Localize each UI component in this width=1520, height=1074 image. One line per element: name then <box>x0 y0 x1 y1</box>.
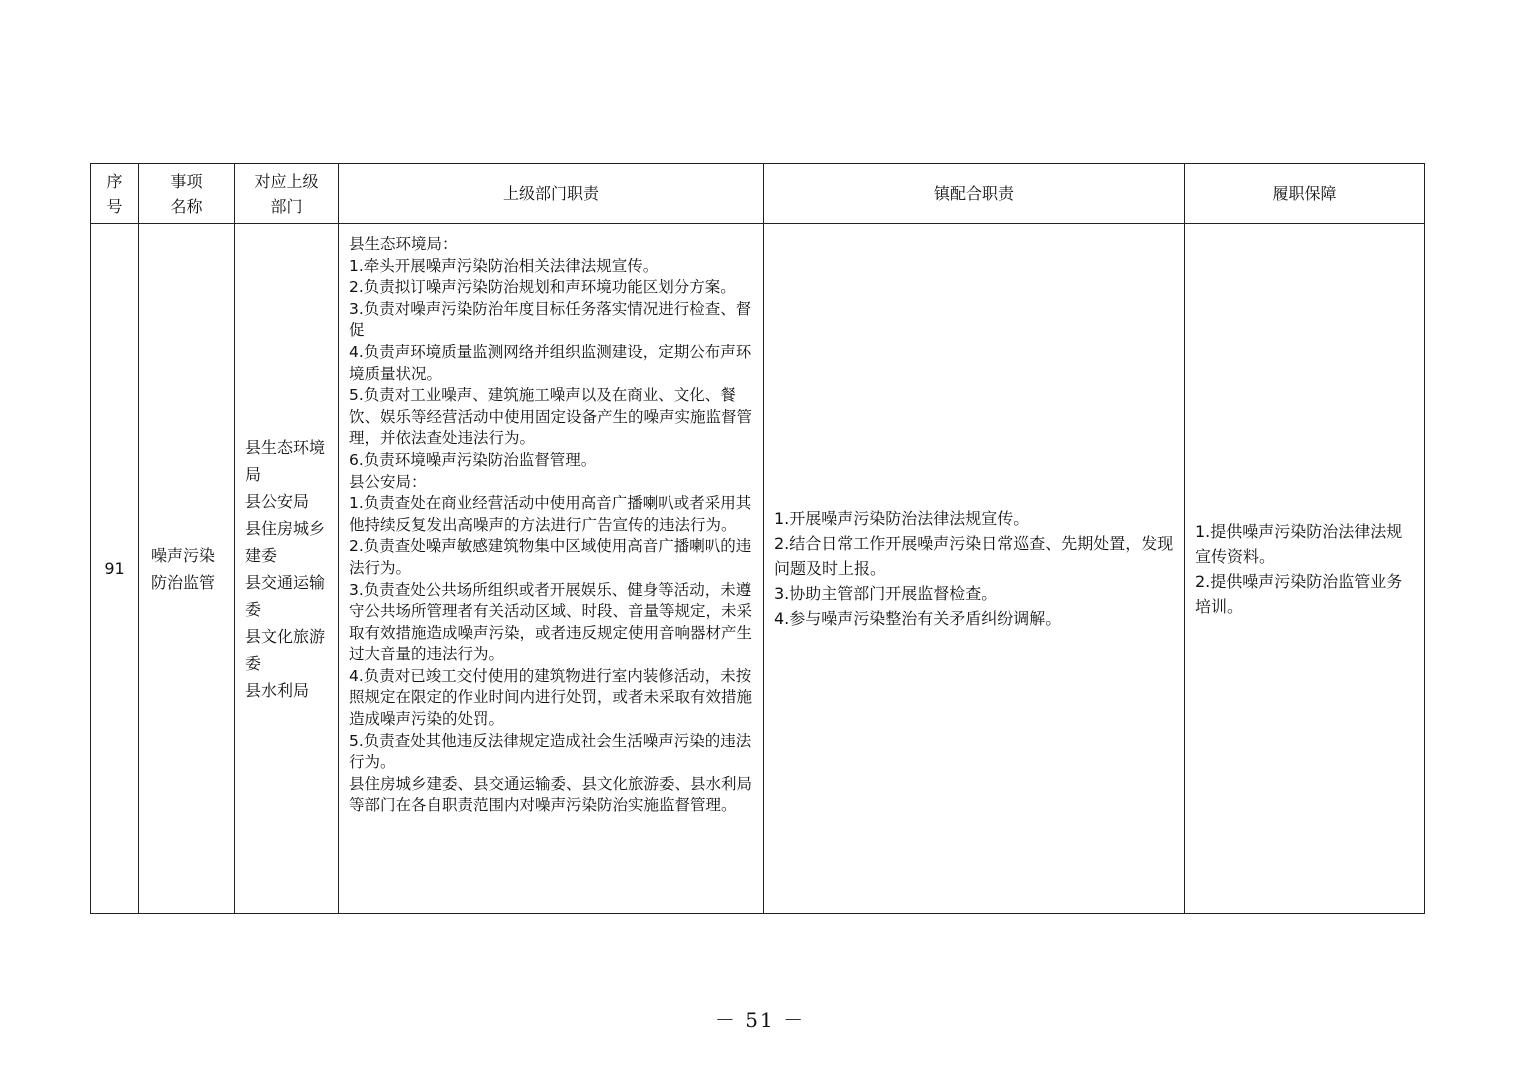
department-item: 县住房城乡建委 <box>245 518 326 565</box>
duty-line: 4.负责对已竣工交付使用的建筑物进行室内装修活动，未按照规定在限定的作业时间内进行处罚，或者未采取有效措施造成噪声污染的处罚。 <box>349 666 753 729</box>
town-duty-line: 2.结合日常工作开展噪声污染日常巡查、先期处置，发现问题及时上报。 <box>774 534 1174 578</box>
department-item: 县生态环境局 <box>245 437 326 484</box>
page-number: － 51 － <box>714 1008 806 1032</box>
duty-line: 2.负责查处噪声敏感建筑物集中区域使用高音广播喇叭的违法行为。 <box>349 537 752 577</box>
header-row <box>91 164 1425 224</box>
duty-line: 县住房城乡建委、县交通运输委、县文化旅游委、县水利局等部门在各自职责范围内对噪声污染防治实施监督管理。 <box>349 774 753 815</box>
duty-line: 3.负责查处公共场所组织或者开展娱乐、健身等活动，未遵守公共场所管理者有关活动区域、时段、音量等规定，未采取有效措施造成噪声污染，或者违反规定使用音响器材产生过大音量的违法行为。 <box>349 580 753 664</box>
duty-line: 4.负责声环境质量监测网络并组织监测建设，定期公布声环境质量状况。 <box>349 342 752 383</box>
town-duty-line: 1.开展噪声污染防治法律法规宣传。 <box>774 509 1030 528</box>
duty-table <box>90 163 1425 914</box>
duty-line: 县生态环境局： <box>349 235 458 253</box>
department-item: 县公安局 <box>245 491 310 511</box>
duty-line: 3.负责对噪声污染防治年度目标任务落实情况进行检查、督促 <box>349 299 752 340</box>
header-superior-duties: 上级部门职责 <box>339 164 764 224</box>
guarantee-line: 2.提供噪声污染防治监管业务培训。 <box>1195 571 1403 616</box>
header-seq: 序 号 <box>91 164 139 224</box>
duty-line: 1.牵头开展噪声污染防治相关法律法规宣传。 <box>349 256 659 275</box>
duty-line: 5.负责查处其他违反法律规定造成社会生活噪声污染的违法行为。 <box>349 731 752 772</box>
duty-line: 5.负责对工业噪声、建筑施工噪声以及在商业、文化、餐饮、娱乐等经营活动中使用固定设备产生的噪声实施监督管理，并依法查处违法行为。 <box>349 386 753 448</box>
header-town-duties: 镇配合职责 <box>764 164 1185 224</box>
row-guarantees <box>1185 224 1425 914</box>
header-guarantees: 履职保障 <box>1185 164 1425 224</box>
duty-line: 县公安局： <box>349 472 427 491</box>
table-row <box>91 224 1425 914</box>
town-duty-line: 4.参与噪声污染整治有关矛盾纠纷调解。 <box>774 609 1062 628</box>
guarantee-line: 1.提供噪声污染防治法律法规宣传资料。 <box>1195 521 1403 566</box>
department-item: 县交通运输委 <box>245 572 326 619</box>
header-item-name: 事项 名称 <box>139 164 235 224</box>
town-duty-line: 3.协助主管部门开展监督检查。 <box>774 584 998 603</box>
row-town-duties <box>764 224 1185 914</box>
row-departments <box>235 224 339 914</box>
duty-line: 2.负责拟订噪声污染防治规划和声环境功能区划分方案。 <box>349 278 736 297</box>
row-superior-duties <box>339 224 764 914</box>
row-item-name: 噪声污染防治监管 <box>139 224 235 914</box>
header-department: 对应上级 部门 <box>235 164 339 224</box>
department-item: 县文化旅游委 <box>245 626 326 673</box>
duty-line: 6.负责环境噪声污染防治监督管理。 <box>349 450 597 469</box>
department-item: 县水利局 <box>245 680 310 700</box>
duty-line: 1.负责查处在商业经营活动中使用高音广播喇叭或者采用其他持续反复发出高噪声的方法进行广告宣传的违法行为。 <box>349 494 752 534</box>
row-seq: 91 <box>91 224 139 914</box>
